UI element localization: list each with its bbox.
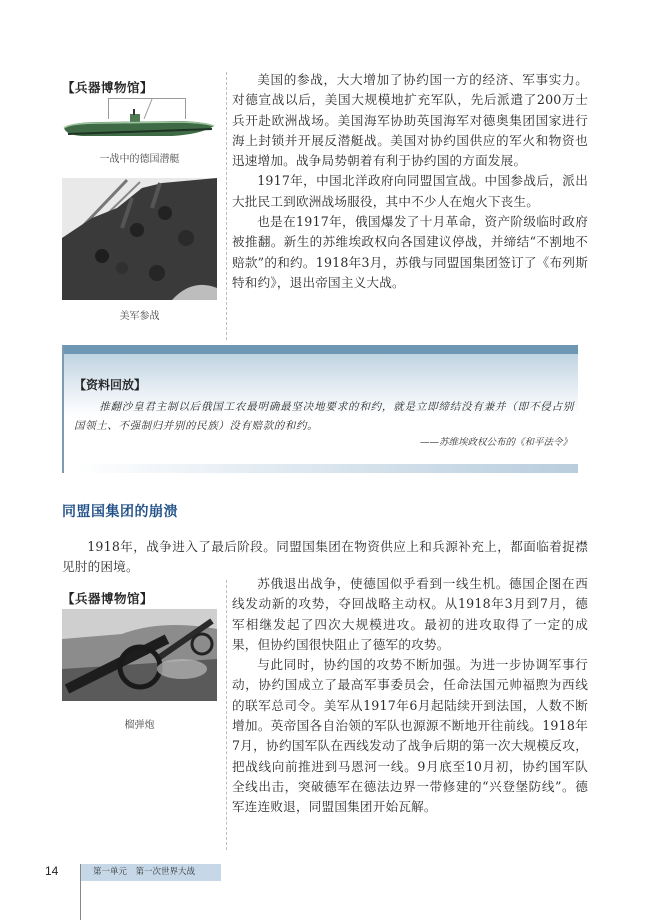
page-number: 14	[45, 864, 59, 878]
column-divider-bottom	[226, 580, 227, 850]
resource-review-box	[62, 345, 578, 473]
column-divider-top	[226, 72, 227, 340]
soldiers-photo-icon	[62, 178, 217, 300]
resource-box-quote	[74, 398, 574, 435]
section-intro	[62, 537, 588, 578]
soldiers-caption: 美军参战	[119, 311, 160, 322]
paragraph-us-entry: 美国的参战，大大增加了协约国一方的经济、军事实力。对德宣战以后，美国大规模地扩充军队，先后派遣了200万士兵开赴欧洲战场。美国海军协助英国海军对德奥集团国家进行海上封锁并开展反潜艇战。美国对协约国供应的军火和物资也迅速增加。战争局势朝着有利于协约国的方面发展。	[232, 72, 588, 169]
weapons-museum-label: 【兵器博物馆】	[62, 80, 154, 95]
resource-box-bottom-bar	[76, 464, 578, 473]
submarine-caption: 一战中的德国潜艇	[99, 154, 180, 165]
paragraph-china-entry: 1917年，中国北洋政府向同盟国宣战。中国参战后，派出大批民工到欧洲战场服役，其中不少人在炮火下丧生。	[232, 173, 588, 209]
paragraph-october-revolution: 也是在1917年，俄国爆发了十月革命，资产阶级临时政府被推翻。新生的苏维埃政权向各国建议停战，并缔结“不割地不赔款”的和约。1918年3月，苏俄与同盟国集团签订了《布列斯特和约》，退出帝国主义大战。	[232, 214, 588, 290]
howitzer-photo	[62, 609, 217, 701]
resource-box-title: 【资料回放】	[74, 378, 147, 392]
howitzer-caption: 榴弹炮	[124, 720, 155, 731]
submarine-icon	[62, 96, 217, 146]
quote-source: ——苏维埃政权公布的《和平法令》	[419, 437, 572, 448]
quote-text: 推翻沙皇君主制以后俄国工农最明确最坚决地要求的和约，就是立即缔结没有兼并（即不侵占别国领土、不强制归并别的民族）没有赔款的和约。	[74, 401, 574, 432]
weapons-museum-label-2: 【兵器博物馆】	[62, 591, 154, 606]
soldiers-photo	[62, 178, 217, 300]
howitzer-icon	[62, 609, 217, 701]
main-text-bottom	[232, 574, 588, 818]
main-text-top	[232, 70, 588, 293]
submarine-illustration	[62, 96, 217, 146]
section-heading: 同盟国集团的崩溃	[62, 504, 178, 520]
footer-unit-label: 第一单元 第一次世界大战	[81, 864, 221, 881]
intro-paragraph: 1918年，战争进入了最后阶段。同盟国集团在物资供应上和兵源补充上，都面临着捉襟见肘的困境。	[62, 539, 588, 575]
paragraph-allied-counteroffensive: 与此同时，协约国的攻势不断加强。为进一步协调军事行动，协约国成立了最高军事委员会，任命法国元帅福煦为西线的联军总司令。美军从1917年6月起陆续开到法国，人数不断增加。英帝国各自治领的军队也源源不断地开往前线。1918年7月，协约国军队在西线发动了战争后期的第一次大规模反攻，把战线向前推进到马恩河一线。9月底至10月初，协约国军队全线出击，突破德军在德法边界一带修建的“兴登堡防线”。德军连连败退，同盟国集团开始瓦解。	[232, 657, 588, 815]
paragraph-german-offensive: 苏俄退出战争，使德国似乎看到一线生机。德国企图在西线发动新的攻势，夺回战略主动权。从1918年3月到7月，德军相继发起了四次大规模进攻。最初的进攻取得了一定的成果，但协约国很快阻止了德军的攻势。	[232, 576, 588, 652]
resource-box-top-bar	[64, 345, 578, 354]
